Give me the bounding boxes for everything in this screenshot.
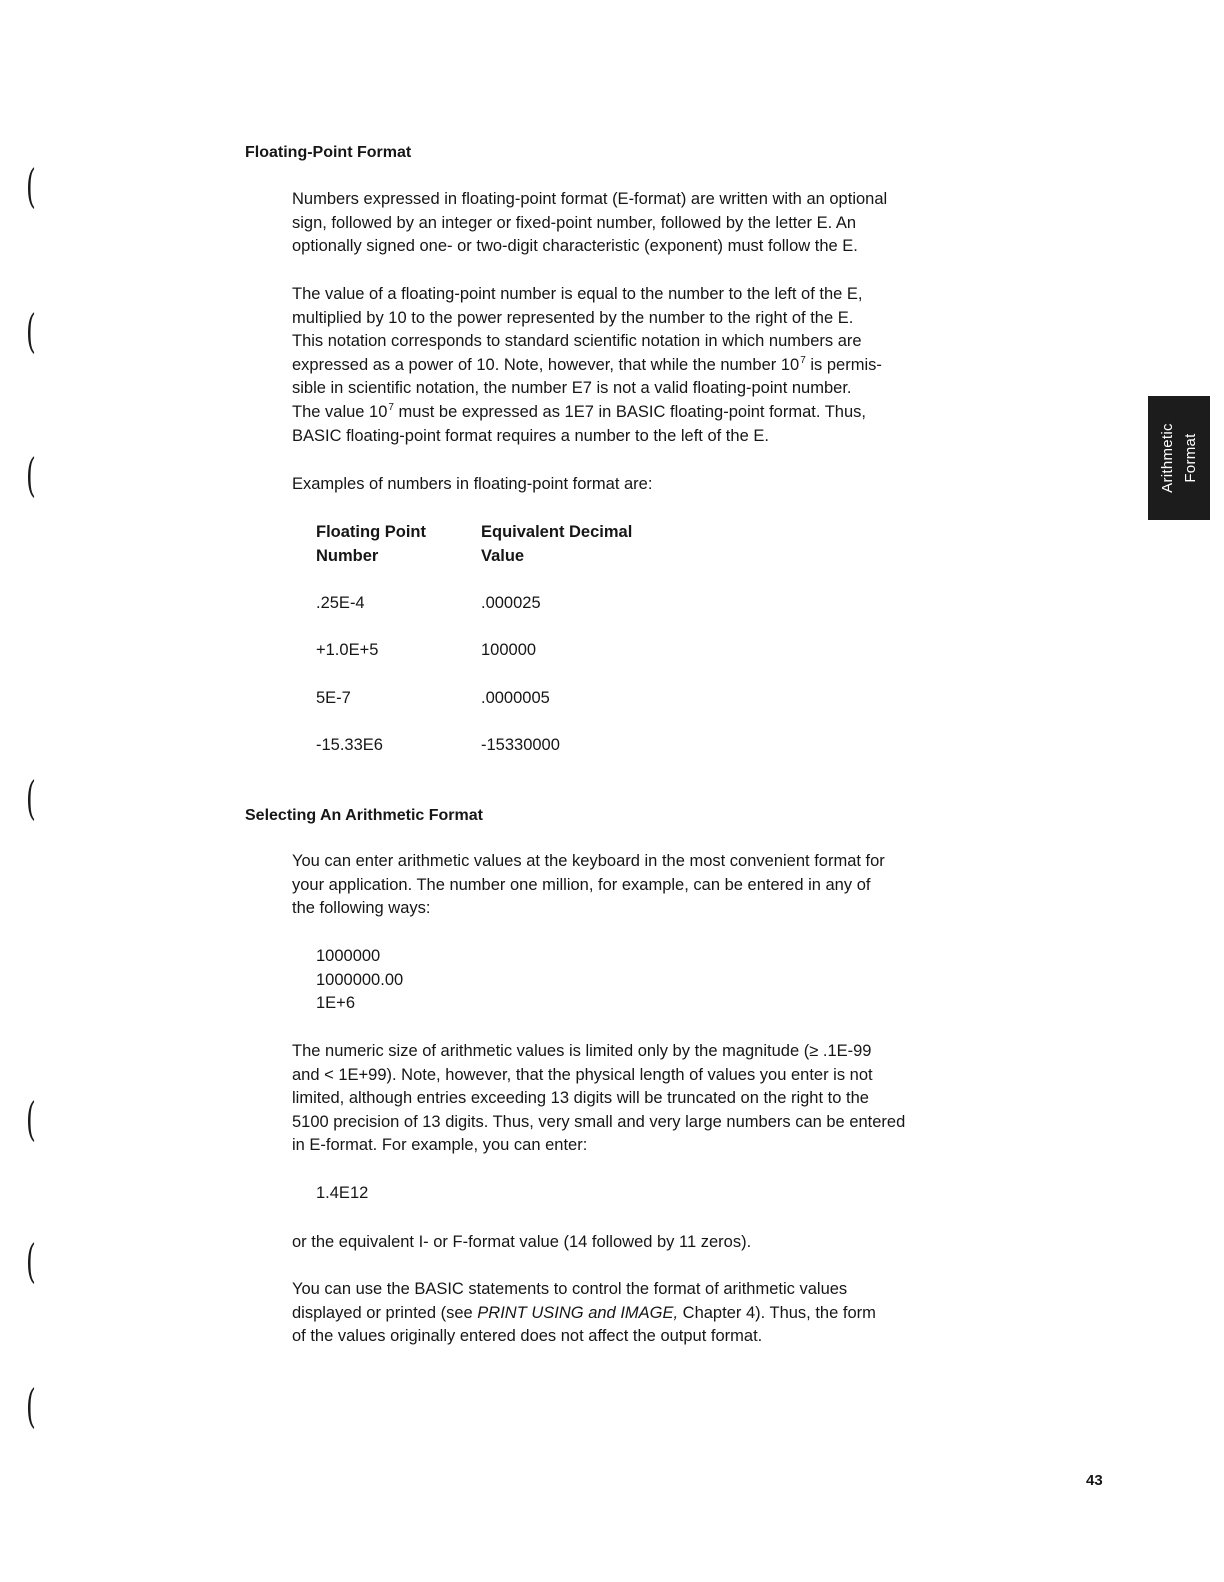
binder-hole-mark: ( — [26, 1379, 36, 1433]
e-format-example: 1.4E12 — [316, 1184, 369, 1202]
list-item: 1000000.00 — [316, 970, 404, 989]
floating-point-cell: -15.33E6 — [316, 735, 383, 754]
floating-point-cell: 5E-7 — [316, 688, 351, 707]
section-tab-label: Format — [1182, 433, 1199, 483]
paragraph-entering-values: You can enter arithmetic values at the keyboard in the most convenient format for your application. The number one million, for example, can be entered in any of the following ways: — [292, 852, 885, 918]
list-item: 1000000 — [316, 947, 381, 965]
paragraph-e-format-definition: Numbers expressed in floating-point format (E-format) are written with an optional sign, followed by an integer or fixed-point number, followed by the letter E. An optionally signed one- or two-digit characteristic (exponent) must follow the E. — [292, 190, 888, 256]
table-row — [316, 687, 681, 734]
binder-hole-mark: ( — [26, 1234, 36, 1288]
section-heading-selecting-format: Selecting An Arithmetic Format — [245, 807, 483, 824]
one-million-examples — [316, 945, 403, 1016]
binder-hole-mark: ( — [26, 304, 36, 358]
floating-point-cell: +1.0E+5 — [316, 641, 379, 660]
list-item: 1E+6 — [316, 994, 355, 1013]
binder-hole-mark: ( — [26, 159, 36, 213]
decimal-value-cell: 100000 — [481, 641, 537, 660]
floating-point-examples-table — [316, 521, 681, 781]
paragraph-examples-intro: Examples of numbers in floating-point format are: — [292, 475, 653, 493]
section-heading-floating-point: Floating-Point Format — [245, 144, 412, 161]
section-tab — [1148, 396, 1210, 520]
table-row — [316, 592, 681, 639]
column-header-floating-point-number: Floating Point Number — [316, 523, 426, 565]
binder-hole-mark: ( — [26, 448, 36, 502]
table-header-row — [316, 521, 681, 592]
decimal-value-cell: -15330000 — [481, 735, 560, 754]
paragraph-floating-point-value: The value of a floating-point number is equal to the number to the left of the E, multiplied by 10 to the power represented by the number to the right of the E. This notation corresponds to standard scientific notation in which numbers are expressed as a power of 10. Note, however, that while the number $10^7$ is permis- sible in scientific notation, the number E7 is not a valid floating-point number. The value $10^7$ must be expressed as 1E7 in BASIC floating-point format. Thus, BASIC floating-point format requires a number to the left of the E. — [292, 285, 882, 445]
column-header-equivalent-decimal-value: Equivalent Decimal Value — [481, 523, 633, 565]
paragraph-output-format: You can use the BASIC statements to control the format of arithmetic values displayed or printed (see PRINT USING and IMAGE, Chapter 4). Thus, the form of the values originally entered does not affect the output format. — [292, 1280, 876, 1346]
binder-hole-mark: ( — [26, 1092, 36, 1146]
decimal-value-cell: .0000005 — [481, 688, 550, 707]
floating-point-cell: .25E-4 — [316, 594, 365, 612]
section-tab-label: Arithmetic — [1159, 423, 1176, 493]
table-row — [316, 639, 681, 686]
page-number: 43 — [1086, 1472, 1103, 1489]
chapter-reference: PRINT USING and IMAGE, — [477, 1303, 679, 1322]
paragraph-numeric-size: The numeric size of arithmetic values is limited only by the magnitude (≥ .1E-99 and < 1E+99). Note, however, that the physical length of values you enter is not limited, although entries exceeding 13 digits will be truncated on the right to the 5100 precision of 13 digits. Thus, very small and very large numbers can be entered in E-format. For example, you can enter: — [292, 1042, 906, 1155]
table-row — [316, 734, 681, 781]
paragraph-equivalent-format: or the equivalent I- or F-format value (14 followed by 11 zeros). — [292, 1233, 752, 1251]
binder-hole-mark: ( — [26, 771, 36, 825]
decimal-value-cell: .000025 — [481, 594, 541, 612]
